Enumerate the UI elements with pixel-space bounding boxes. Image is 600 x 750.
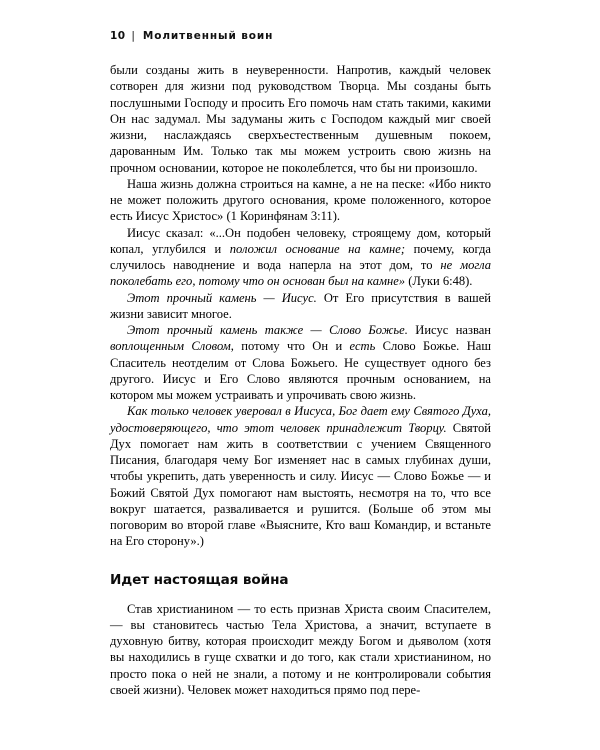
body-text: , потому что Он и xyxy=(230,339,350,354)
body-text: почему, когда случилось наводнение и вода наперла на этот дом, то xyxy=(110,241,491,272)
emphasis-text: не могла поколебать его, потому что он основан был на камне» xyxy=(110,258,491,289)
body-paragraph xyxy=(110,601,491,699)
body-paragraph xyxy=(110,290,491,323)
body-paragraph xyxy=(110,322,491,403)
heading-space-above xyxy=(110,550,491,571)
body-text: Иисус сказал: «...Он подобен человеку, строящему дом, который копал, углубился и xyxy=(110,225,491,256)
emphasis-text: есть xyxy=(349,339,376,354)
running-head xyxy=(110,30,490,42)
page-text-block xyxy=(110,62,491,698)
body-text: Иисус назван xyxy=(407,323,491,337)
body-paragraph xyxy=(110,403,491,549)
page-folio-number: 10 xyxy=(110,30,126,42)
running-head-title: Молитвенный воин xyxy=(142,30,274,42)
heading-space-below xyxy=(110,589,491,601)
body-text: Слово Божье. Наш Спаситель неотделим от Слова Божьего. Не существует одного без другого. Иисус и Его Слово являются прочным основанием, на котором мы можем устраивать и упрочивать свою жизнь. xyxy=(110,339,491,402)
emphasis-text: Этот прочный камень — Иисус. xyxy=(127,290,317,305)
body-text: (Луки 6:48). xyxy=(405,274,473,289)
body-text: Став христианином — то есть признав Христа своим Спасителем, — вы становитесь частью Тела Христова, а значит, вступаете в духовную битву, которая происходит между Богом и дьяволом (хотя вы находились в гуще схватки и до того, как стали христианином, но просто пока о ней не знали, а потому и не контролировали события своей жизни). Человек может находиться прямо под пере- xyxy=(110,601,491,697)
emphasis-text: положил основание на камне; xyxy=(229,241,406,256)
body-paragraph xyxy=(110,225,491,290)
body-text: Наша жизнь должна строиться на камне, а не на песке: «Ибо никто не может положить другого основания, кроме положенного, которое есть Иисус Христос» (1 Коринфянам 3:11). xyxy=(110,176,491,224)
body-paragraph xyxy=(110,176,491,225)
body-text: были созданы жить в неуверенности. Напротив, каждый человек сотворен для жизни под руководством Творца. Мы созданы быть послушными Господу и просить Его помочь нам стать такими, какими Он нас задумал. Мы задуманы жить с Господом каждый миг своей жизни, наслаждаясь сверхъестественным душевным покоем, дарованным Им. Только так мы можем устроить свою жизнь на прочном основании, которое не поколеблется, что бы ни произошло. xyxy=(110,63,491,175)
running-head-separator: | xyxy=(131,30,136,42)
section-heading: Идет настоящая война xyxy=(110,571,289,588)
emphasis-text: воплощенным Словом xyxy=(110,339,231,354)
body-text: Святой Дух помогает нам жить в соответствии с учением Священного Писания, благодаря чему Бог изменяет нас в самых глубинах души, чтобы укрепить, дать уверенность и силу. Иисус — Слово Божье — и Божий Святой Дух помогают нам выстоять, несмотря на то, что все вокруг шатается, разваливается и рушится. (Больше об этом мы поговорим во второй главе «Выясните, Кто ваш Командир, и встаньте на Его сторону».) xyxy=(110,420,491,549)
emphasis-text: Этот прочный камень также — Слово Божье. xyxy=(127,323,408,337)
body-text: От Его присутствия в вашей жизни зависит многое. xyxy=(110,290,491,321)
emphasis-text: Как только человек уверовал в Иисуса, Бог дает ему Святого Духа, удостоверяющего, что этот человек принадлежит Творцу. xyxy=(110,404,491,435)
body-paragraph xyxy=(110,62,491,176)
